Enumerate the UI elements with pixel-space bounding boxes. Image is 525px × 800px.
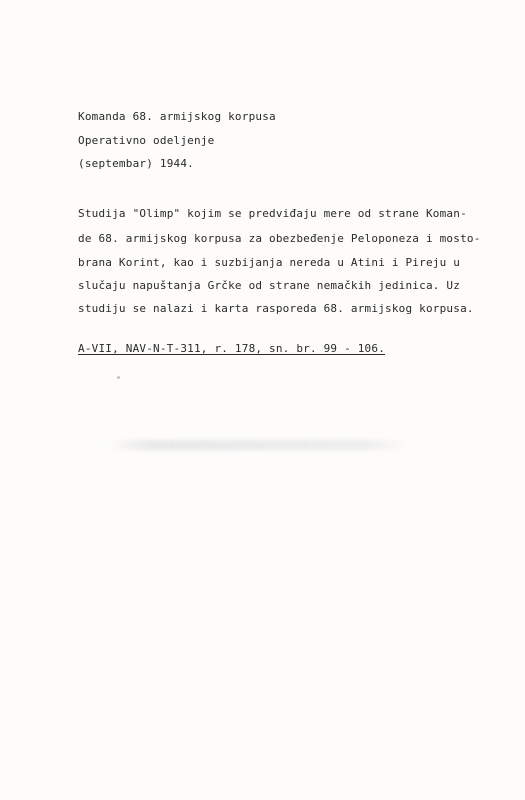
body-line-2: de 68. armijskog korpusa za obezbeđenje Peloponeza i mosto- (78, 232, 481, 245)
show-through-bleed (108, 440, 408, 450)
body-line-1: Studija "Olimp" kojim se predviđaju mere od strane Koman- (78, 207, 467, 220)
body-line-3: brana Korint, kao i suzbijanja nereda u Atini i Pireju u (78, 256, 461, 269)
ink-speck (117, 376, 120, 379)
archive-reference: A-VII, NAV-N-T-311, r. 178, sn. br. 99 - 106. (78, 342, 386, 355)
body-line-4: slučaju napuštanja Grčke od strane nemačkih jedinica. Uz (78, 279, 461, 292)
header-command: Komanda 68. armijskog korpusa (78, 110, 276, 123)
body-line-5: studiju se nalazi i karta rasporeda 68. armijskog korpusa. (78, 302, 474, 315)
header-department: Operativno odeljenje (78, 134, 215, 147)
header-date: (septembar) 1944. (78, 157, 194, 170)
